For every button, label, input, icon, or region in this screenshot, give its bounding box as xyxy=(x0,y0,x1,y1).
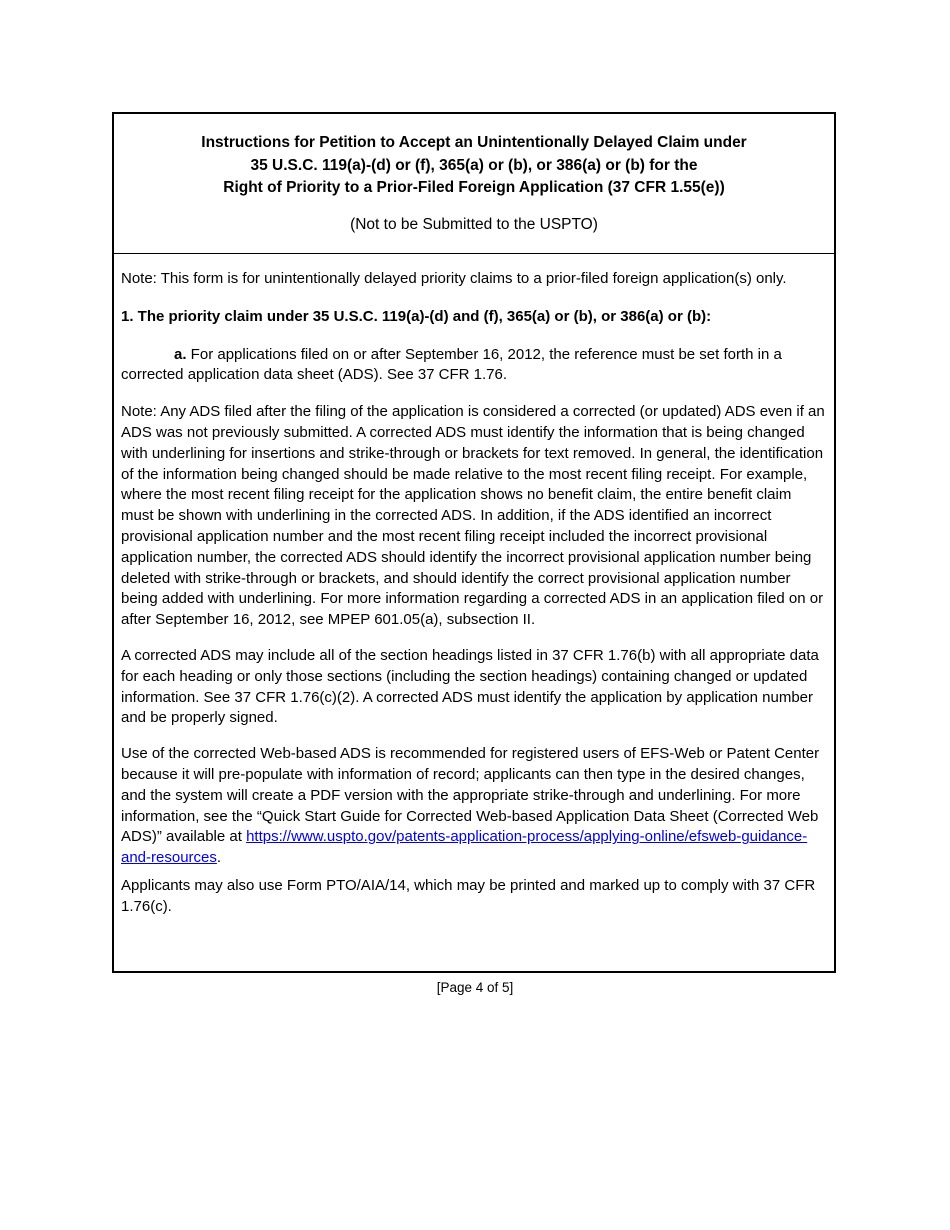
web-ads-paragraph xyxy=(121,744,826,869)
form-header xyxy=(114,114,834,254)
note-ads: Note: Any ADS filed after the filing of the application is considered a corrected (or updated) ADS even if an ADS was not previously submitted. A corrected ADS must identify the information that is being changed with underlining for insertions and strike-through or brackets for text removed. In general, the identification of the information being changed should be made relative to the most recent filing receipt. For example, where the most recent filing receipt for the application shows no benefit claim, the entire benefit claim must be shown with underlining in the corrected ADS. In addition, if the ADS identified an incorrect provisional application number and the most recent filing receipt included the incorrect provisional application number, the corrected ADS should identify the incorrect provisional application number being deleted with strike-through or brackets, and should identify the correct provisional application number being added with underlining. For more information regarding a corrected ADS in an application filed on or after September 16, 2012, see MPEP 601.05(a), subsection II. xyxy=(121,403,825,629)
title-line-3: Right of Priority to a Prior-Filed Foreign Application (37 CFR 1.55(e)) xyxy=(223,179,725,196)
form-content xyxy=(114,254,834,918)
form-14-paragraph: Applicants may also use Form PTO/AIA/14, which may be printed and marked up to comply with 37 CFR 1.76(c). xyxy=(121,876,816,915)
efsweb-guidance-link[interactable]: https://www.uspto.gov/patents-application-process/applying-online/efsweb-guidance-and-resources xyxy=(121,828,808,867)
item-a xyxy=(121,345,826,387)
section-heading: 1. The priority claim under 35 U.S.C. 119(a)-(d) and (f), 365(a) or (b), or 386(a) or (b): xyxy=(121,307,712,325)
form-subtitle: (Not to be Submitted to the USPTO) xyxy=(350,215,598,233)
title-line-2: 35 U.S.C. 119(a)-(d) or (f), 365(a) or (b), or 386(a) or (b) for the xyxy=(250,156,698,174)
note-intro: Note: This form is for unintentionally delayed priority claims to a prior-filed foreign application(s) only. xyxy=(121,270,787,287)
item-a-label: a. xyxy=(174,345,187,363)
web-ads-end: . xyxy=(216,849,222,867)
ads-sections-paragraph: A corrected ADS may include all of the section headings listed in 37 CFR 1.76(b) with all appropriate data for each heading or only those sections (including the section headings) containing changed or updated information. See 37 CFR 1.76(c)(2). A corrected ADS must identify the application by application number and be properly signed. xyxy=(121,646,819,727)
page-number: [Page 4 of 5] xyxy=(436,980,514,995)
item-a-text: For applications filed on or after September 16, 2012, the reference must be set forth in a corrected application data sheet (ADS). See 37 CFR 1.76. xyxy=(121,345,782,384)
web-ads-text: Use of the corrected Web-based ADS is recommended for registered users of EFS-Web or Patent Center because it will pre-populate with information of record; applicants can then type in the desired changes, and the system will create a PDF version with the appropriate strike-through and underlining. For more information, see the “Quick Start Guide for Corrected Web-based Application Data Sheet (Corrected Web ADS)” available at xyxy=(121,745,820,846)
title-line-1: Instructions for Petition to Accept an Unintentionally Delayed Claim under xyxy=(201,134,747,151)
instructions-form xyxy=(112,112,836,973)
